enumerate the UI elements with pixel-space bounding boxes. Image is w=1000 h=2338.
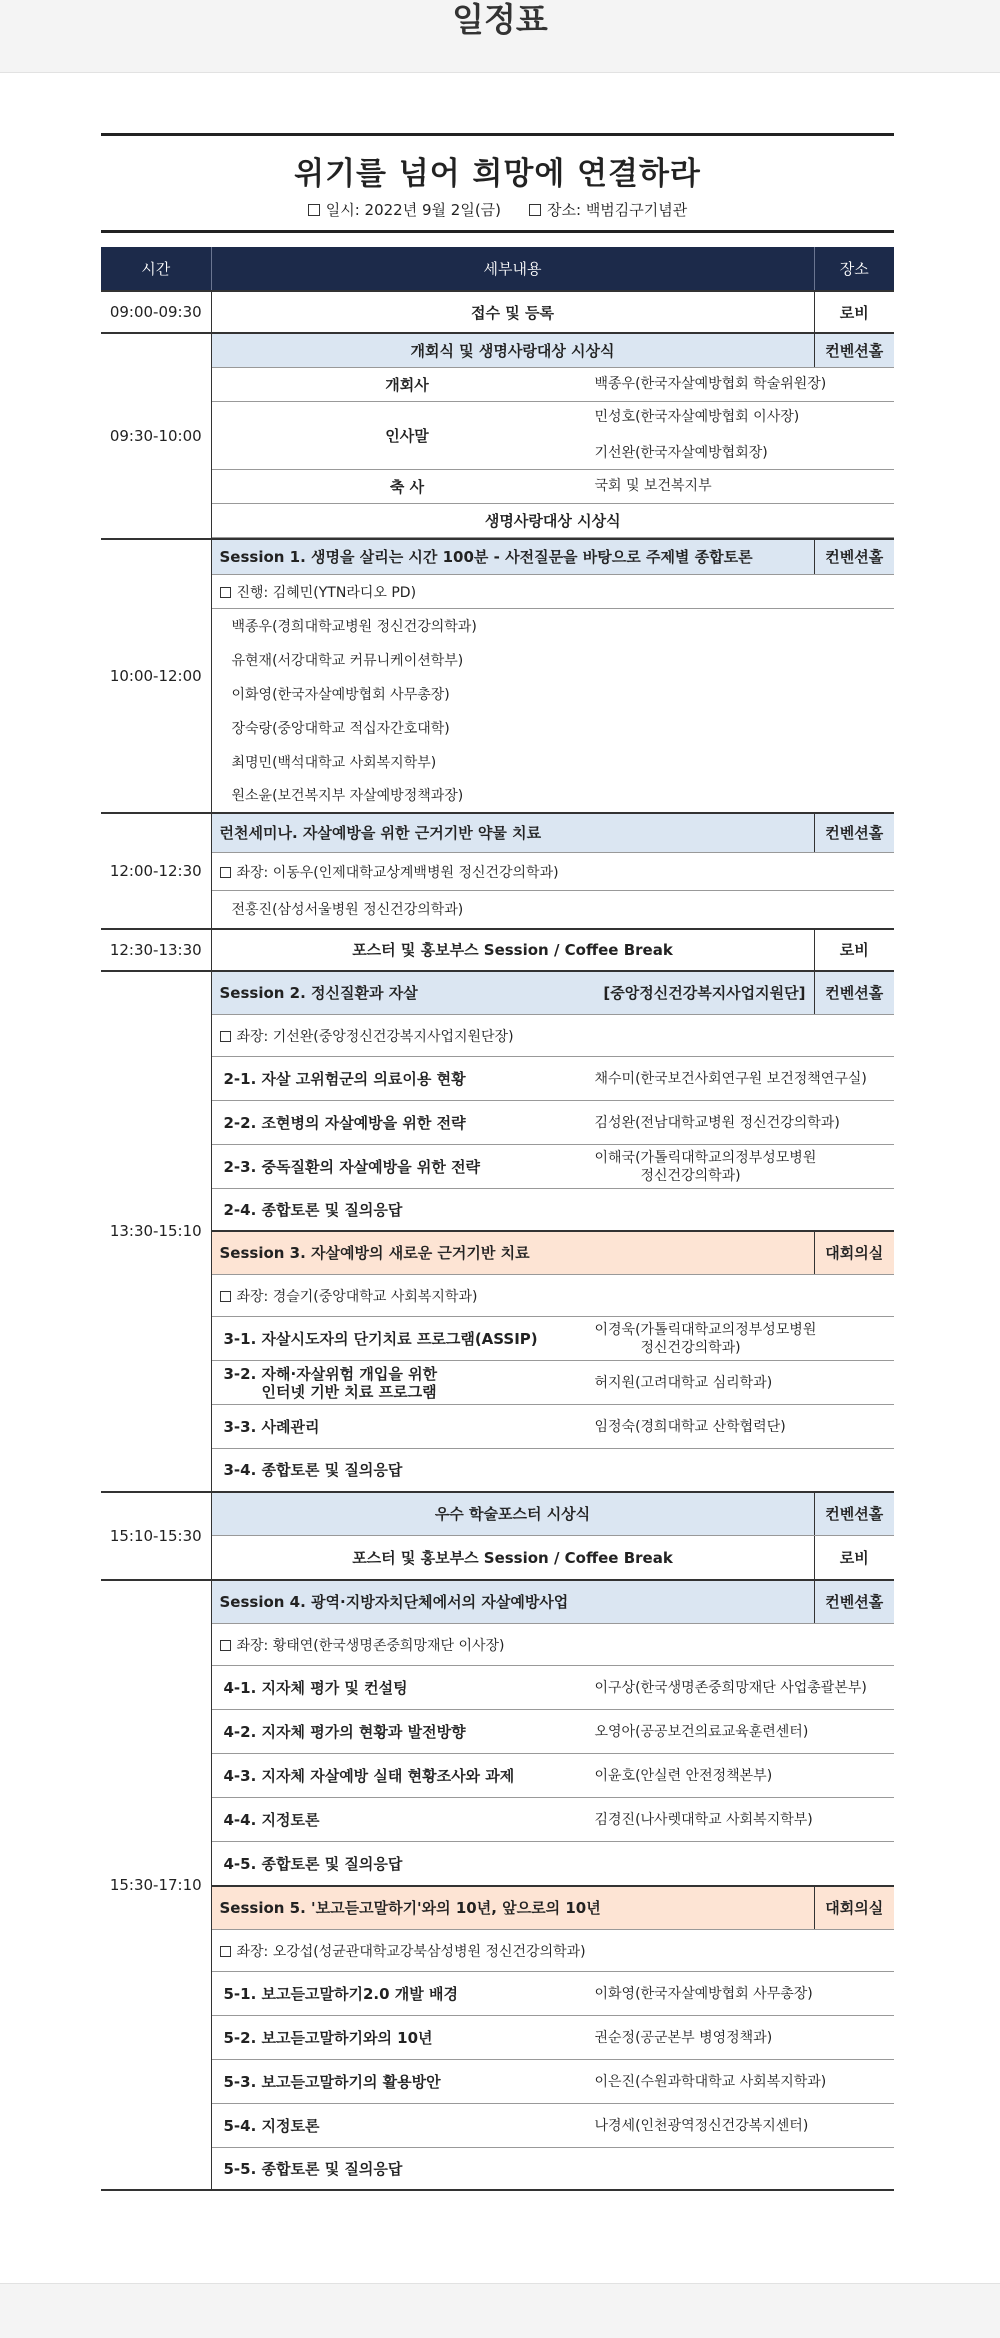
place-cell: 컨벤션홀	[814, 1580, 894, 1624]
talk-speaker: 이윤호(안실련 안전정책본부)	[594, 1767, 773, 1784]
talk-title: 5-2. 보고듣고말하기와의 10년	[223, 2029, 433, 2047]
place-cell: 로비	[814, 1536, 894, 1580]
table-row	[101, 1886, 894, 1930]
table-header-row	[101, 247, 894, 291]
event-info	[101, 200, 894, 220]
checkbox-square-icon	[220, 1291, 231, 1302]
place-cell: 대회의실	[814, 1886, 894, 1930]
award-ceremony: 생명사랑대상 시상식	[211, 503, 894, 537]
table-row	[101, 575, 894, 609]
session-title: Session 1. 생명을 살리는 시간 100분 - 사전질문을 바탕으로 주제별 종합토론	[211, 539, 814, 575]
poster-session-title: 포스터 및 홍보부스 Session / Coffee Break	[352, 1548, 673, 1567]
panelist: 최명민(백석대학교 사회복지학부)	[231, 754, 437, 771]
opening-role: 개회사	[385, 375, 429, 394]
chair: 좌장: 오강섭(성균관대학교강북삼성병원 정신건강의학과)	[236, 1943, 586, 1960]
time-cell: 09:00-09:30	[101, 291, 211, 333]
poster-award-title: 우수 학술포스터 시상식	[211, 1492, 814, 1536]
talk-title: 2-4. 종합토론 및 질의응답	[223, 1200, 403, 1219]
talk-speaker: 이화영(한국자살예방협회 사무총장)	[594, 1985, 813, 2002]
time-cell: 15:30-17:10	[101, 1580, 211, 2190]
table-row	[101, 333, 894, 367]
session-title: Session 3. 자살예방의 새로운 근거기반 치료	[211, 1231, 814, 1275]
talk-title: 3-1. 자살시도자의 단기치료 프로그램(ASSIP)	[223, 1330, 538, 1348]
table-row	[101, 367, 894, 401]
table-row	[101, 291, 894, 333]
talk-title: 4-4. 지정토론	[223, 1811, 320, 1829]
talk-title: 4-2. 지자체 평가의 현황과 발전방향	[223, 1723, 466, 1741]
checkbox-square-icon	[220, 587, 231, 598]
talk-speaker: 김경진(나사렛대학교 사회복지학부)	[594, 1811, 813, 1828]
talk-title: 2-1. 자살 고위험군의 의료이용 현황	[223, 1070, 466, 1088]
talk-title: 3-2. 자해·자살위험 개입을 위한 인터넷 기반 치료 프로그램	[223, 1364, 438, 1401]
session-title: 런천세미나. 자살예방을 위한 근거기반 약물 치료	[211, 813, 814, 853]
checkbox-square-icon	[529, 204, 541, 216]
panelist: 이화영(한국자살예방협회 사무총장)	[231, 686, 450, 703]
place-cell: 로비	[814, 929, 894, 971]
talk-speaker: 이경욱(가톨릭대학교의정부성모병원 정신건강의학과)	[594, 1321, 817, 1356]
header-detail: 세부내용	[211, 247, 814, 291]
event-title: 위기를 넘어 희망에 연결하라	[294, 156, 701, 192]
talk-title: 2-3. 중독질환의 자살예방을 위한 전략	[223, 1158, 481, 1176]
talk-speaker: 이구상(한국생명존중희망재단 사업총괄본부)	[594, 1679, 867, 1696]
place-cell: 컨벤션홀	[814, 813, 894, 853]
checkbox-square-icon	[220, 1031, 231, 1042]
talk-title: 5-4. 지정토론	[223, 2117, 320, 2135]
talk-title: 4-3. 지자체 자살예방 실태 현황조사와 과제	[223, 1767, 515, 1785]
opening-role: 축 사	[389, 477, 425, 496]
table-row	[101, 503, 894, 537]
checkbox-square-icon	[220, 1640, 231, 1651]
session-title: Session 5. '보고듣고말하기'와의 10년, 앞으로의 10년	[211, 1886, 814, 1930]
talk-title: 4-1. 지자체 평가 및 컨설팅	[223, 1679, 408, 1697]
talk-speaker: 허지원(고려대학교 심리학과)	[594, 1374, 773, 1391]
talk-speaker: 이은진(수원과학대학교 사회복지학과)	[594, 2073, 827, 2090]
session-title: Session 4. 광역·지방자치단체에서의 자살예방사업	[211, 1580, 814, 1624]
panelist: 원소윤(보건복지부 자살예방정책과장)	[231, 788, 464, 804]
chair: 좌장: 기선완(중앙정신건강복지사업지원단장)	[236, 1028, 514, 1045]
panelist: 백종우(경희대학교병원 정신건강의학과)	[231, 618, 477, 635]
checkbox-square-icon	[308, 204, 320, 216]
talk-speaker: 권순정(공군본부 병영정책과)	[594, 2029, 773, 2046]
talk-title: 5-5. 종합토론 및 질의응답	[223, 2159, 403, 2178]
panelist: 장숙랑(중앙대학교 적십자간호대학)	[231, 720, 450, 737]
page-header	[0, 0, 1000, 72]
chair: 좌장: 황태연(한국생명존중희망재단 이사장)	[236, 1637, 505, 1654]
time-cell: 12:30-13:30	[101, 929, 211, 971]
talk-title: 4-5. 종합토론 및 질의응답	[223, 1854, 403, 1873]
talk-speaker: 임정숙(경희대학교 산학협력단)	[594, 1418, 786, 1435]
talk-speaker: 채수미(한국보건사회연구원 보건정책연구실)	[594, 1070, 867, 1087]
table-row	[101, 1580, 894, 1624]
talk-speaker: 나경세(인천광역정신건강복지센터)	[594, 2117, 809, 2134]
table-row	[101, 1231, 894, 1275]
place-cell: 컨벤션홀	[814, 333, 894, 367]
header-rule	[101, 230, 894, 233]
talk-speaker: 오영아(공공보건의료교육훈련센터)	[594, 1723, 809, 1740]
talk-title: 2-2. 조현병의 자살예방을 위한 전략	[223, 1114, 466, 1132]
schedule-document	[101, 133, 894, 2191]
place-cell: 로비	[814, 291, 894, 333]
place-cell: 컨벤션홀	[814, 539, 894, 575]
chair: 좌장: 이동우(인제대학교상계백병원 정신건강의학과)	[236, 864, 559, 881]
time-cell: 15:10-15:30	[101, 1492, 211, 1580]
opening-person: 민성호(한국자살예방협회 이사장) 기선완(한국자살예방협회장)	[594, 409, 800, 461]
table-row	[101, 971, 894, 1015]
session-organizer: [중앙정신건강복지사업지원단]	[603, 984, 806, 1003]
opening-title: 개회식 및 생명사랑대상 시상식	[211, 333, 814, 367]
opening-person: 백종우(한국자살예방협회 학술위원장)	[594, 376, 827, 392]
talk-title: 3-3. 사례관리	[223, 1418, 320, 1436]
talk-title: 5-1. 보고듣고말하기2.0 개발 배경	[223, 1985, 458, 2003]
opening-person: 국회 및 보건복지부	[594, 478, 712, 494]
time-cell: 12:00-12:30	[101, 813, 211, 929]
time-cell: 09:30-10:00	[101, 333, 211, 539]
place-cell: 대회의실	[814, 1231, 894, 1275]
registration-title: 접수 및 등록	[211, 291, 814, 333]
talk-speaker: 이해국(가톨릭대학교의정부성모병원 정신건강의학과)	[594, 1149, 817, 1184]
talk-title: 5-3. 보고듣고말하기의 활용방안	[223, 2073, 441, 2091]
checkbox-square-icon	[220, 1946, 231, 1957]
moderator: 진행: 김혜민(YTN라디오 PD)	[236, 584, 417, 601]
speaker: 전홍진(삼성서울병원 정신건강의학과)	[231, 902, 464, 919]
table-row	[101, 813, 894, 853]
table-row	[101, 401, 894, 469]
poster-session-title: 포스터 및 홍보부스 Session / Coffee Break	[211, 929, 814, 971]
table-row	[101, 469, 894, 503]
event-venue: 장소: 백범김구기념관	[529, 200, 687, 220]
table-row	[101, 1536, 894, 1580]
time-cell: 13:30-15:10	[101, 971, 211, 1492]
table-row	[101, 539, 894, 575]
top-rule	[101, 133, 894, 136]
talk-title: 3-4. 종합토론 및 질의응답	[223, 1461, 403, 1480]
place-cell: 컨벤션홀	[814, 1492, 894, 1536]
table-row	[101, 1492, 894, 1536]
event-date: 일시: 2022년 9월 2일(금)	[308, 200, 501, 220]
chair: 좌장: 경슬기(중앙대학교 사회복지학과)	[236, 1288, 478, 1305]
session-title: Session 2. 정신질환과 자살	[219, 984, 418, 1003]
checkbox-square-icon	[220, 867, 231, 878]
panelist: 유현재(서강대학교 커뮤니케이션학부)	[231, 652, 464, 669]
page-title: 일정표	[452, 0, 548, 39]
table-row	[101, 929, 894, 971]
header-place: 장소	[814, 247, 894, 291]
opening-role: 인사말	[385, 426, 429, 445]
place-cell: 컨벤션홀	[814, 971, 894, 1015]
header-time: 시간	[101, 247, 211, 291]
schedule-card	[0, 72, 1000, 2284]
talk-speaker: 김성완(전남대학교병원 정신건강의학과)	[594, 1114, 840, 1131]
time-cell: 10:00-12:00	[101, 539, 211, 813]
schedule-table	[101, 247, 894, 2191]
